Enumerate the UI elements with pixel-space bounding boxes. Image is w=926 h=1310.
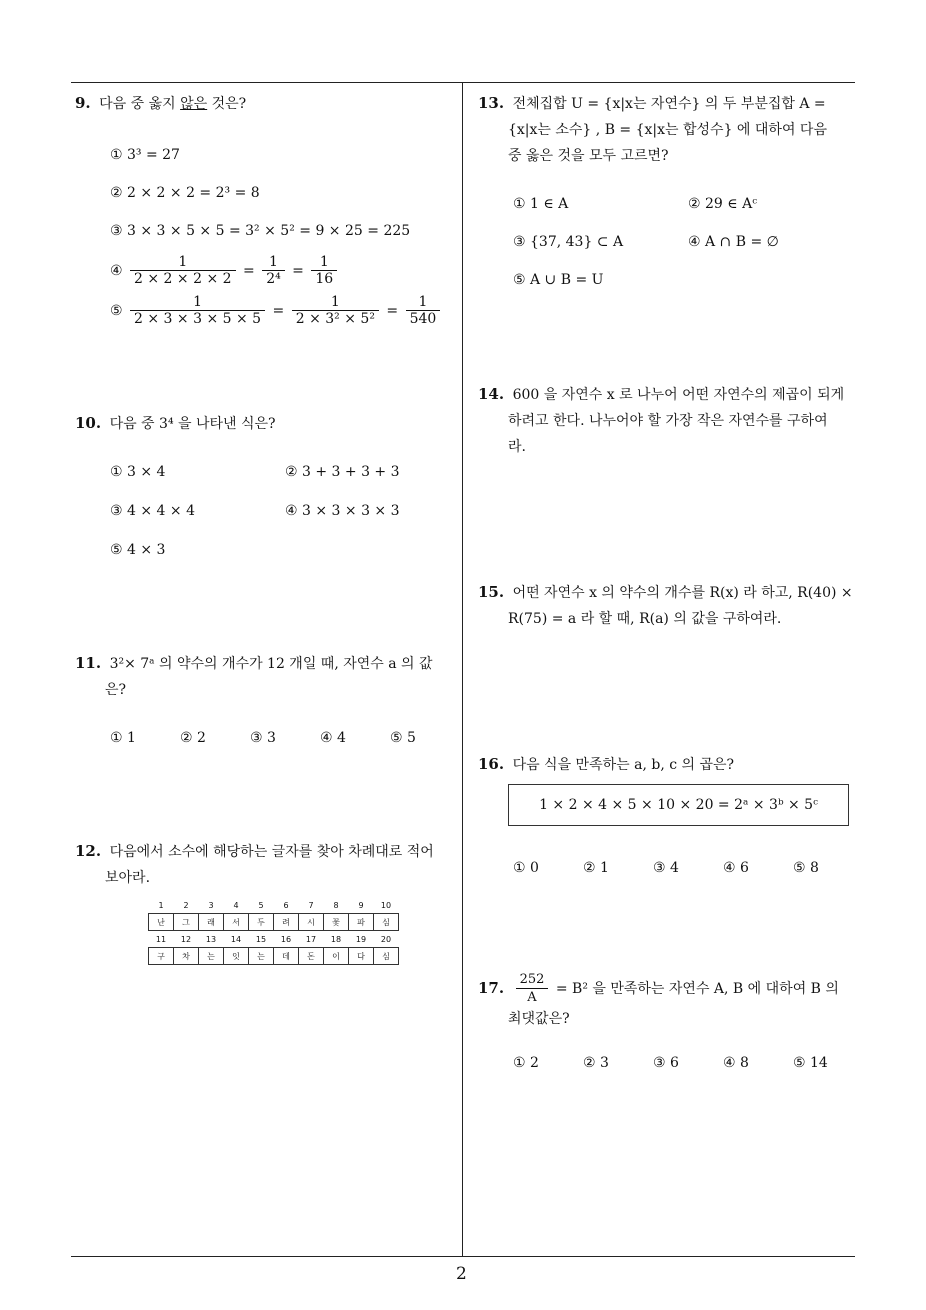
numerator: 1: [319, 254, 329, 270]
numerator: 1: [193, 294, 202, 310]
fraction: [130, 254, 236, 288]
question-text: 최댓값은?: [508, 1011, 570, 1027]
question-text: 600 을 자연수 x 로 나누어 어떤 자연수의 제곱이 되게: [512, 387, 845, 403]
underlined-word: 않은: [180, 96, 208, 112]
question-9: [75, 90, 246, 117]
question-17: [478, 972, 863, 1032]
table-cell: 는: [199, 948, 224, 965]
question-text: {x|x는 소수} , B = {x|x는 합성수} 에 대하여 다음: [508, 122, 827, 138]
table-cell: 9: [358, 900, 364, 910]
fraction: [262, 254, 285, 288]
table-cell: 4: [233, 900, 239, 910]
q10-option-5[interactable]: ⑤ 4 × 3: [110, 542, 166, 558]
table-cell: 래: [199, 914, 224, 931]
question-14: [478, 381, 863, 460]
table-cell: 1: [158, 900, 164, 910]
q16-option-2[interactable]: ② 1: [583, 860, 609, 876]
table-cell: 심: [374, 948, 399, 965]
denominator: A: [516, 988, 549, 1006]
q10-option-3[interactable]: ③ 4 × 4 × 4: [110, 503, 195, 519]
prime-letter-table: [148, 897, 399, 965]
question-number: 12.: [75, 842, 102, 860]
q9-option-5[interactable]: [110, 294, 443, 328]
table-cell: 20: [380, 934, 392, 944]
question-number: 14.: [478, 385, 505, 403]
question-text: 하려고 한다. 나누어야 할 가장 작은 자연수를 구하여: [508, 413, 828, 429]
table-cell: 파: [349, 914, 374, 931]
table-cell: 두: [249, 914, 274, 931]
numerator: 1: [178, 254, 188, 270]
q17-option-1[interactable]: ① 2: [513, 1055, 539, 1071]
table-cell: 난: [149, 914, 174, 931]
table-cell: 11: [155, 934, 167, 944]
denominator: 16: [311, 270, 337, 288]
table-cell: 16: [280, 934, 292, 944]
question-number: 13.: [478, 94, 505, 112]
equals-sign: =: [386, 303, 399, 319]
table-cell: 15: [255, 934, 267, 944]
bottom-rule: [71, 1256, 855, 1257]
q17-option-5[interactable]: ⑤ 14: [793, 1055, 828, 1071]
question-number: 10.: [75, 414, 102, 432]
q13-option-1[interactable]: ① 1 ∈ A: [513, 196, 569, 212]
question-text: 라.: [508, 439, 526, 455]
question-text: = B² 을 만족하는 자연수 A, B 에 대하여 B 의: [555, 981, 839, 997]
q13-option-2[interactable]: ② 29 ∈ Aᶜ: [688, 196, 758, 212]
table-cell: 잇: [224, 948, 249, 965]
numerator: 1: [330, 294, 340, 310]
table-cell: 려: [274, 914, 299, 931]
q17-option-4[interactable]: ④ 8: [723, 1055, 749, 1071]
question-11: [75, 650, 460, 703]
q16-option-4[interactable]: ④ 6: [723, 860, 749, 876]
column-divider: [462, 82, 463, 1257]
table-row-letters-2: [149, 948, 399, 965]
q10-option-1[interactable]: ① 3 × 4: [110, 464, 166, 480]
q13-option-3[interactable]: ③ {37, 43} ⊂ A: [513, 234, 624, 250]
question-number: 16.: [478, 755, 505, 773]
q10-option-2[interactable]: ② 3 + 3 + 3 + 3: [285, 464, 400, 480]
q17-option-3[interactable]: ③ 6: [653, 1055, 679, 1071]
q9-option-3[interactable]: ③ 3 × 3 × 5 × 5 = 3² × 5² = 9 × 25 = 225: [110, 223, 411, 239]
table-cell: 12: [180, 934, 192, 944]
table-cell: 그: [174, 914, 199, 931]
question-text: 중 옳은 것을 모두 고르면?: [508, 148, 669, 164]
table-cell: 구: [149, 948, 174, 965]
table-cell: 13: [205, 934, 217, 944]
q17-option-2[interactable]: ② 3: [583, 1055, 609, 1071]
q11-option-4[interactable]: ④ 4: [320, 730, 346, 746]
table-cell: 10: [380, 900, 392, 910]
q16-option-3[interactable]: ③ 4: [653, 860, 679, 876]
question-text: 3²× 7ᵃ 의 약수의 개수가 12 개일 때, 자연수 a 의 값: [109, 656, 433, 672]
table-cell: 3: [208, 900, 214, 910]
table-cell: 14: [230, 934, 242, 944]
denominator: 2 × 3² × 5²: [292, 310, 379, 328]
table-cell: 17: [305, 934, 317, 944]
question-text: 다음 중 3⁴ 을 나타낸 식은?: [109, 416, 276, 432]
question-12: [75, 838, 460, 891]
question-number: 17.: [478, 979, 505, 997]
table-cell: 데: [274, 948, 299, 965]
table-cell: 는: [249, 948, 274, 965]
numerator: 1: [268, 254, 278, 270]
top-rule: [71, 82, 855, 83]
q16-option-1[interactable]: ① 0: [513, 860, 539, 876]
table-cell: 2: [183, 900, 189, 910]
question-13: [478, 90, 863, 169]
question-text: 어떤 자연수 x 의 약수의 개수를 R(x) 라 하고, R(40) ×: [512, 585, 853, 601]
fraction: [406, 294, 441, 328]
question-text: 다음에서 소수에 해당하는 글자를 찾아 차례대로 적어: [109, 844, 434, 860]
table-row-numbers-2: [149, 931, 399, 948]
question-text: 것은?: [207, 96, 247, 112]
table-cell: 6: [283, 900, 289, 910]
question-number: 9.: [75, 94, 91, 112]
numerator: 1: [418, 294, 428, 310]
question-text: 다음 식을 만족하는 a, b, c 의 곱은?: [512, 757, 735, 773]
table-cell: 심: [374, 914, 399, 931]
question-10: [75, 410, 276, 437]
equals-sign: =: [272, 303, 285, 319]
table-cell: 차: [174, 948, 199, 965]
q9-option-2[interactable]: ② 2 × 2 × 2 = 2³ = 8: [110, 185, 260, 201]
fraction: [292, 294, 379, 328]
q9-option-4[interactable]: [110, 254, 340, 288]
question-text: 전체집합 U = {x|x는 자연수} 의 두 부분집합 A =: [512, 96, 826, 112]
q9-option-1[interactable]: ① 3³ = 27: [110, 147, 180, 163]
question-number: 11.: [75, 654, 102, 672]
table-cell: 돈: [299, 948, 324, 965]
equals-sign: =: [243, 263, 255, 279]
q11-option-5[interactable]: ⑤ 5: [390, 730, 416, 746]
fraction: [516, 972, 549, 1006]
option-mark: ④: [110, 263, 123, 279]
table-cell: 서: [224, 914, 249, 931]
table-cell: 8: [333, 900, 339, 910]
denominator: 2 × 3 × 3 × 5 × 5: [130, 310, 265, 328]
q13-option-5[interactable]: ⑤ A ∪ B = U: [513, 272, 604, 288]
denominator: 540: [406, 310, 441, 328]
q16-option-5[interactable]: ⑤ 8: [793, 860, 819, 876]
question-number: 15.: [478, 583, 505, 601]
equation-box: 1 × 2 × 4 × 5 × 10 × 20 = 2ᵃ × 3ᵇ × 5ᶜ: [508, 784, 849, 826]
table-cell: 19: [355, 934, 367, 944]
q11-option-2[interactable]: ② 2: [180, 730, 206, 746]
q11-option-1[interactable]: ① 1: [110, 730, 136, 746]
option-mark: ⑤: [110, 303, 123, 319]
denominator: 2 × 2 × 2 × 2: [130, 270, 236, 288]
table-cell: 다: [349, 948, 374, 965]
fraction: [311, 254, 337, 288]
table-row-numbers-1: [149, 897, 399, 914]
q10-option-4[interactable]: ④ 3 × 3 × 3 × 3: [285, 503, 400, 519]
question-text: 보아라.: [105, 870, 151, 886]
question-text: R(75) = a 라 할 때, R(a) 의 값을 구하여라.: [508, 611, 782, 627]
question-16: [478, 751, 863, 778]
table-cell: 이: [324, 948, 349, 965]
question-text: 다음 중 옳지: [99, 96, 181, 112]
fraction: [130, 294, 265, 328]
denominator: 2⁴: [262, 270, 285, 288]
table-cell: 5: [258, 900, 264, 910]
numerator: 252: [519, 972, 545, 987]
table-cell: 18: [330, 934, 342, 944]
table-cell: 꽃: [324, 914, 349, 931]
q11-option-3[interactable]: ③ 3: [250, 730, 276, 746]
table-cell: 7: [308, 900, 314, 910]
question-15: [478, 579, 863, 632]
table-row-letters-1: [149, 914, 399, 931]
question-text: 은?: [105, 682, 127, 698]
equals-sign: =: [292, 263, 304, 279]
q13-option-4[interactable]: ④ A ∩ B = ∅: [688, 234, 779, 250]
page-number: 2: [456, 1264, 467, 1284]
table-cell: 시: [299, 914, 324, 931]
